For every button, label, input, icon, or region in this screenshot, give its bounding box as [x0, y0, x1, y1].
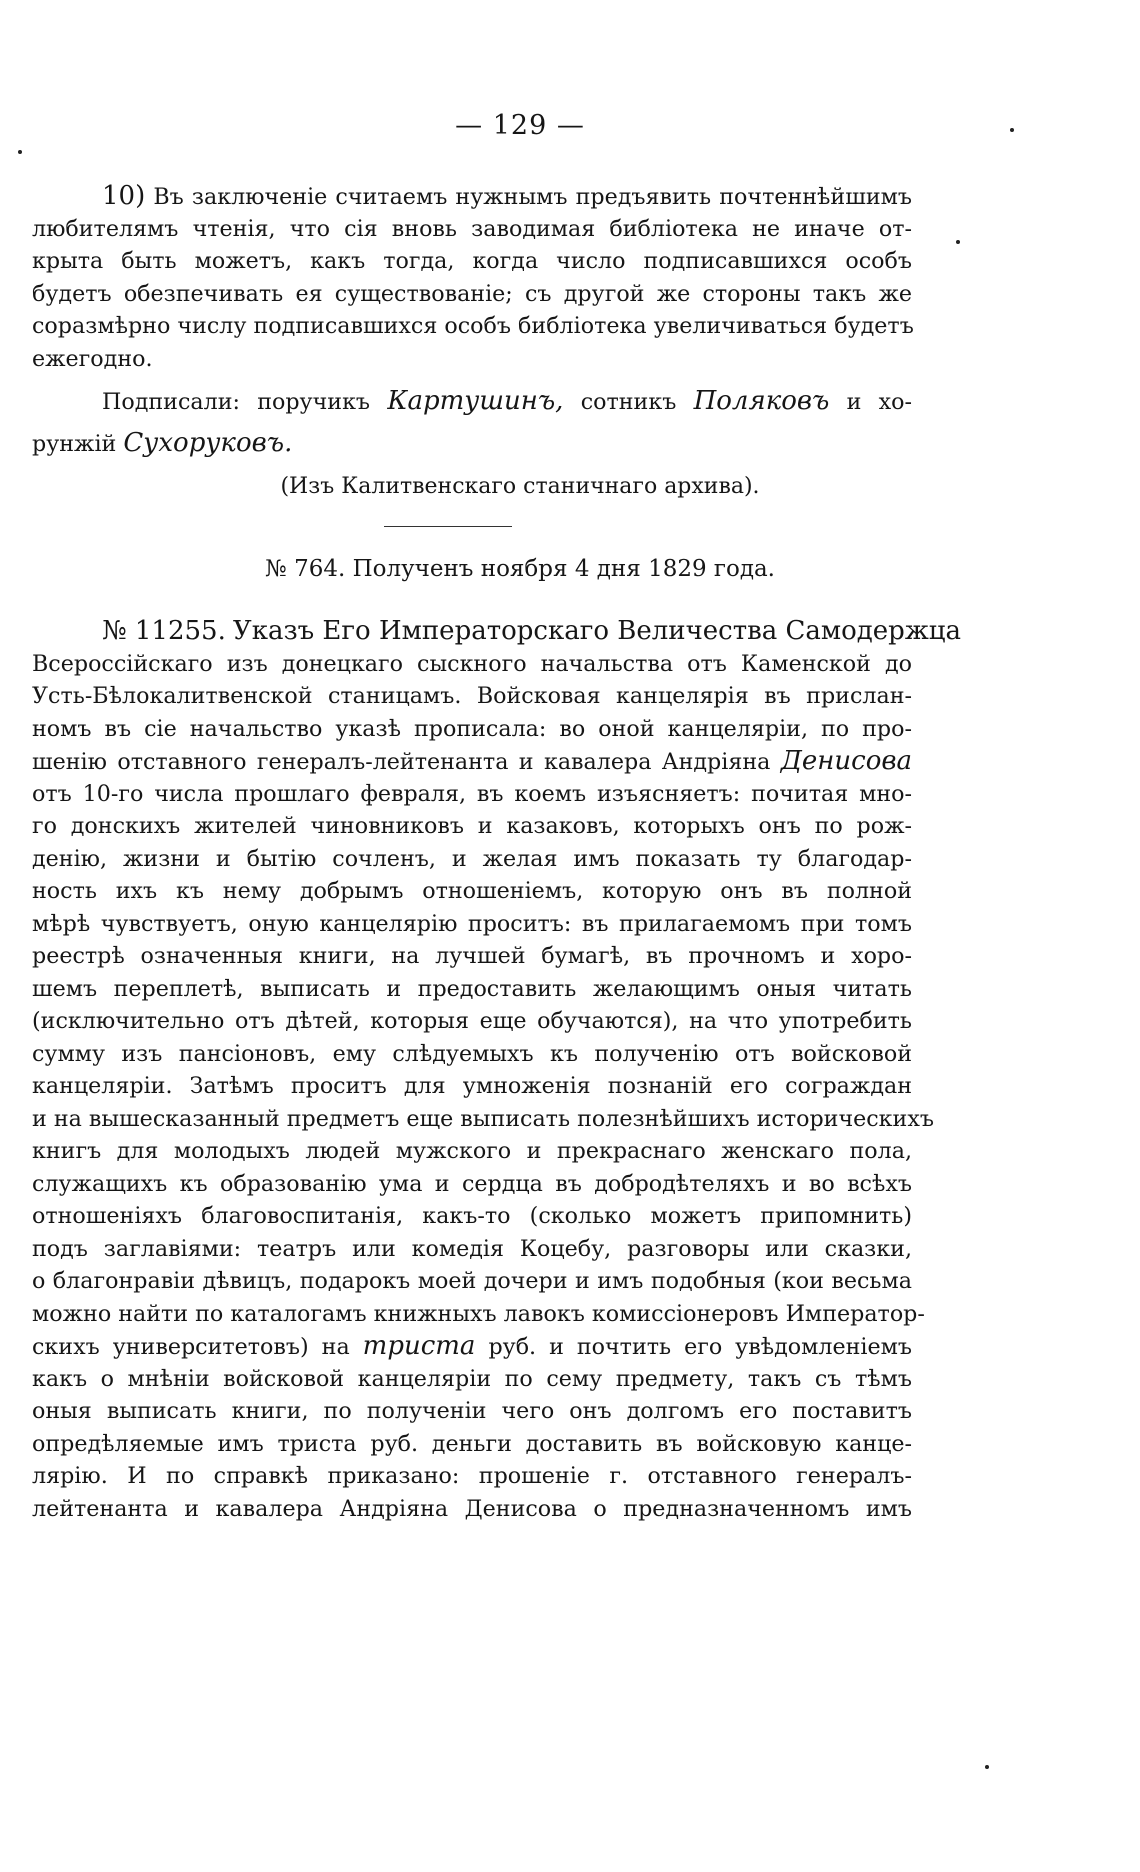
text-line: скихъ университетовъ) на триста руб. и почтить его увѣдомленіемъ	[32, 1331, 912, 1361]
text-line: служащихъ къ образованію ума и сердца въ добродѣтеляхъ и во всѣхъ	[32, 1170, 912, 1197]
decree-first-line: № 11255. Указъ Его Императорскаго Величества Самодержца	[102, 616, 961, 646]
paragraph-first-line: 10) Въ заключеніе считаемъ нужнымъ предъявить почтеннѣйшимъ	[102, 181, 913, 211]
text-line: го донскихъ жителей чиновниковъ и казаковъ, которыхъ онъ по рож-	[32, 813, 912, 839]
signer-name: Поляковъ	[693, 386, 830, 416]
text-line: о благонравіи дѣвицъ, подарокъ моей дочери и имъ подобныя (кои весьма	[32, 1268, 912, 1294]
text-line: денію, жизни и бытію сочленъ, и желая имъ показать ту благодар-	[32, 845, 912, 872]
document-header: № 764. Полученъ ноября 4 дня 1829 года.	[265, 556, 775, 582]
text-line: реестрѣ означенныя книги, на лучшей бумагѣ, въ прочномъ и хоро-	[32, 943, 912, 969]
text-line: книгъ для молодыхъ людей мужского и прекраснаго женскаго пола,	[32, 1138, 912, 1164]
scan-speck	[956, 240, 960, 244]
text-line: крыта быть можетъ, какъ тогда, когда число подписавшихся особъ	[32, 248, 912, 274]
text-line: подъ заглавіями: театръ или комедія Коцебу, разговоры или сказки,	[32, 1235, 912, 1262]
archive-source-note: (Изъ Калитвенскаго станичнаго архива).	[280, 474, 760, 499]
text-line: лярію. И по справкѣ приказано: прошеніе г. отставного генералъ-	[32, 1463, 912, 1489]
decree-number: № 11255.	[102, 616, 226, 646]
divider-rule	[384, 526, 512, 527]
signers-line: рунжій Сухоруковъ.	[32, 428, 293, 458]
text-line: любителямъ чтенія, что сія вновь заводимая библіотека не иначе от-	[32, 215, 912, 242]
text-line: опредѣляемые имъ триста руб. деньги доставить въ войсковую канце-	[32, 1430, 912, 1457]
text-line: лейтенанта и кавалера Андріяна Денисова о предназначенномъ имъ	[32, 1495, 912, 1522]
text-line: мѣрѣ чувствуетъ, оную канцелярію проситъ: въ прилагаемомъ при томъ	[32, 910, 912, 937]
signer-name: Картушинъ,	[387, 386, 564, 416]
text-line: шемъ переплетѣ, выписать и предоставить желающимъ оныя читать	[32, 975, 912, 1002]
denisov-name: Денисова	[780, 746, 912, 776]
text-line: и на вышесказанный предметъ еще выписать полезнѣйшихъ историческихъ	[32, 1105, 934, 1132]
signer-name: Сухоруковъ.	[123, 428, 293, 458]
trista-word: триста	[362, 1331, 476, 1361]
scan-speck	[18, 150, 22, 154]
text-line: отношеніяхъ благовоспитанія, какъ-то (сколько можетъ припомнить)	[32, 1203, 912, 1229]
text-line: (исключительно отъ дѣтей, которыя еще обучаются), на что употребить	[32, 1008, 912, 1034]
scan-speck	[985, 1765, 989, 1769]
page-number: — 129 —	[455, 110, 585, 141]
text-line: ность ихъ къ нему добрымъ отношеніемъ, которую онъ въ полной	[32, 878, 912, 904]
text-line: какъ о мнѣніи войсковой канцеляріи по сему предмету, такъ съ тѣмъ	[32, 1365, 912, 1392]
signatures-paragraph	[32, 380, 912, 464]
text-line: Всероссійскаго изъ донецкаго сыскного начальства отъ Каменской до	[32, 650, 912, 677]
text-line: отъ 10-го числа прошлаго февраля, въ коемъ изъясняетъ: почитая мно-	[32, 780, 912, 807]
text-line: соразмѣрно числу подписавшихся особъ библіотека увеличиваться будетъ	[32, 313, 914, 339]
closing-paragraph	[32, 180, 912, 375]
scan-speck	[1010, 128, 1014, 132]
text-line: сумму изъ пансіоновъ, ему слѣдуемыхъ къ полученію отъ войсковой	[32, 1040, 912, 1067]
text-line: номъ въ сіе начальство указѣ прописала: во оной канцеляріи, по про-	[32, 715, 912, 742]
text-line: Усть-Бѣлокалитвенской станицамъ. Войсковая канцелярія въ прислан-	[32, 683, 912, 709]
signers-line: Подписали: поручикъ Картушинъ, сотникъ Поляковъ и хо-	[102, 386, 913, 416]
text-line: шенію отставного генералъ-лейтенанта и кавалера Андріяна Денисова	[32, 746, 912, 776]
text-line: будетъ обезпечивать ея существованіе; съ другой же стороны такъ же	[32, 280, 912, 307]
text-line: можно найти по каталогамъ книжныхъ лавокъ комиссіонеровъ Император-	[32, 1300, 925, 1327]
text-line: канцеляріи. Затѣмъ проситъ для умноженія познаній его сограждан	[32, 1073, 912, 1099]
decree-text	[32, 615, 961, 1525]
text-line: оныя выписать книги, по полученіи чего онъ долгомъ его поставитъ	[32, 1398, 912, 1424]
text-line: ежегодно.	[32, 345, 153, 372]
item-number: 10)	[102, 181, 146, 211]
